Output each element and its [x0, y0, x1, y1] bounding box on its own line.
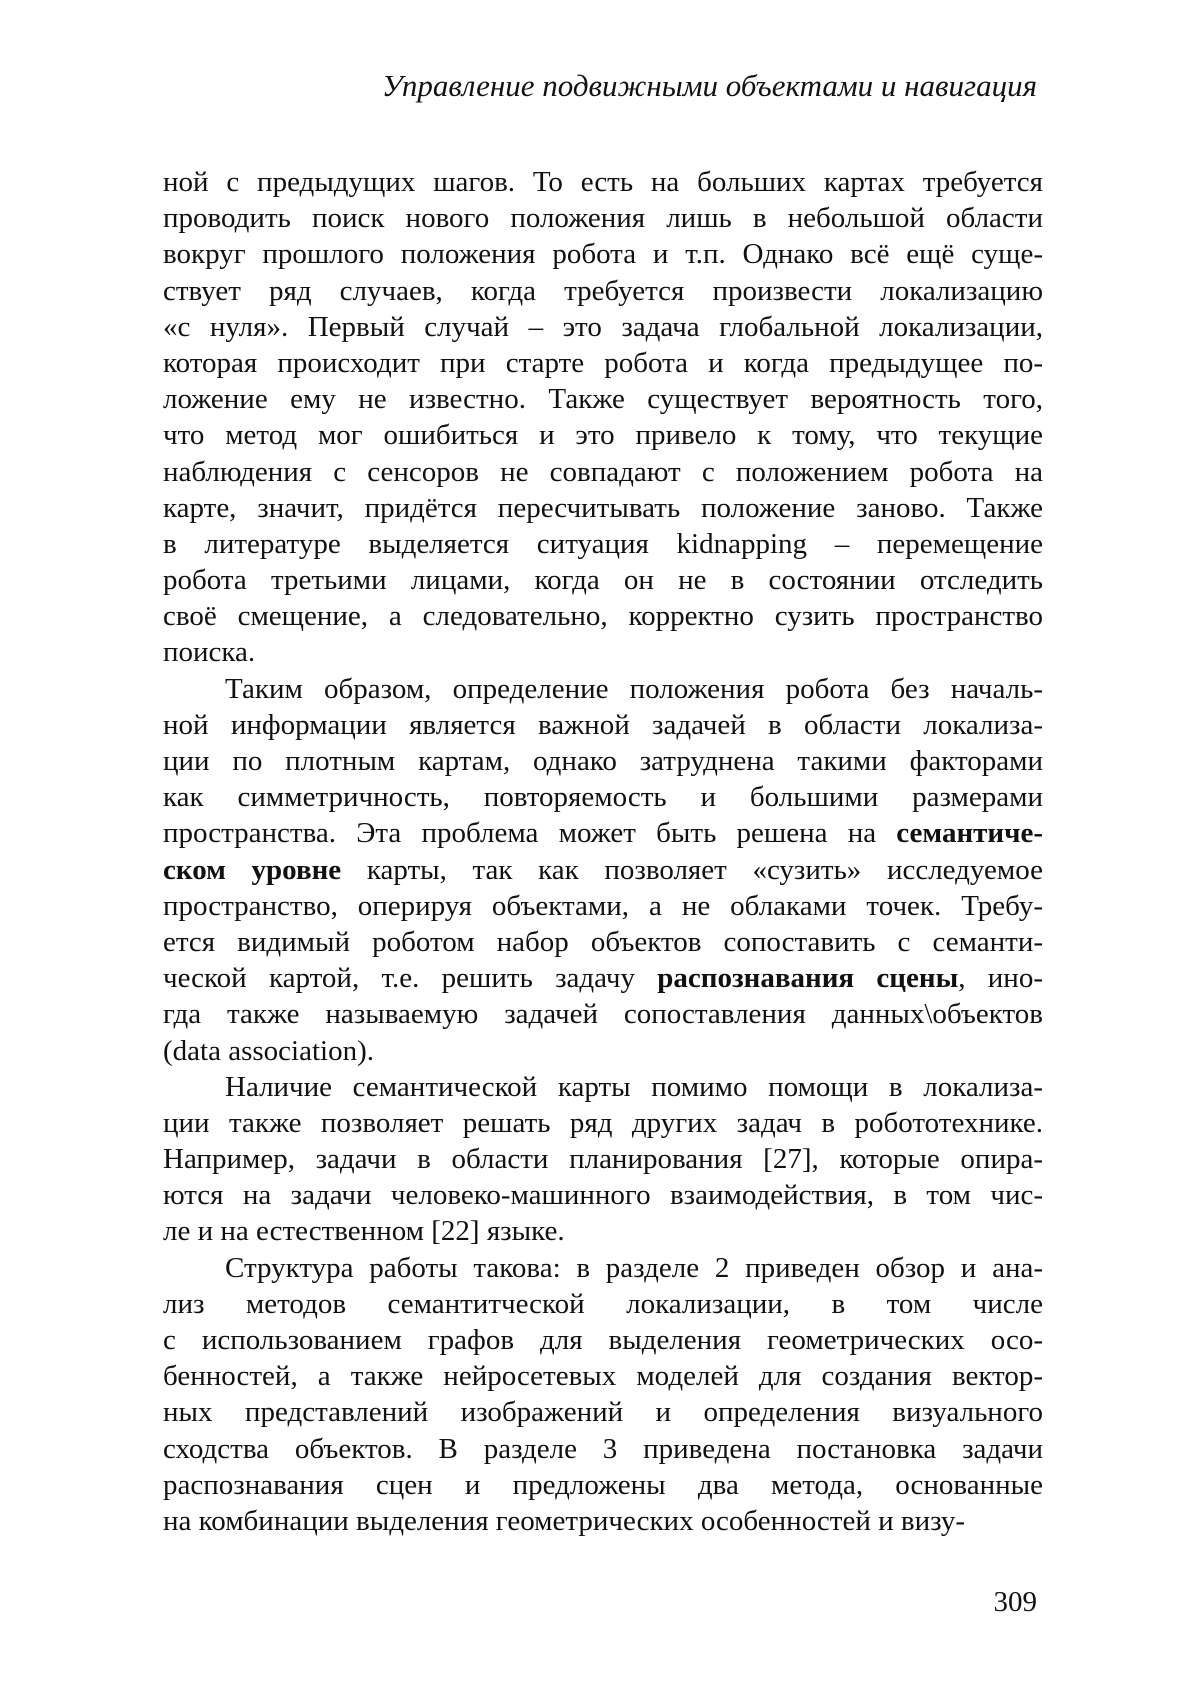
text-line — [163, 960, 1043, 996]
text-line — [163, 1286, 1043, 1322]
text-line — [163, 200, 1043, 236]
text-run: Например, задачи в области планирования [27], которые опира- — [163, 1143, 1043, 1175]
document-page — [0, 0, 1200, 1703]
paragraph — [163, 164, 1043, 671]
text-run: ной информации является важной задачей в области локализа- — [163, 709, 1043, 741]
paragraph — [163, 1250, 1043, 1540]
text-run: ложение ему не известно. Также существует вероятность того, — [163, 383, 1043, 415]
text-line — [163, 634, 1043, 670]
text-run: в литературе выделяется ситуация kidnapping – перемещение — [163, 528, 1043, 560]
text-line — [163, 562, 1043, 598]
text-run: «с нуля». Первый случай – это задача глобальной локализации, — [163, 311, 1043, 343]
text-run: лиз методов семантитческой локализации, в том числе — [163, 1288, 1043, 1320]
text-line — [163, 309, 1043, 345]
text-line — [163, 1394, 1043, 1430]
text-run: ных представлений изображений и определения визуального — [163, 1396, 1043, 1428]
text-line — [163, 1467, 1043, 1503]
text-run: робота третьими лицами, когда он не в состоянии отследить — [163, 564, 1043, 596]
text-line — [163, 345, 1043, 381]
text-run: сходства объектов. В разделе 3 приведена постановка задачи — [163, 1433, 1043, 1465]
running-header: Управление подвижными объектами и навигация — [382, 68, 1037, 104]
text-run: наблюдения с сенсоров не совпадают с положением робота на — [163, 456, 1043, 488]
text-run: ле и на естественном [22] языке. — [163, 1215, 565, 1247]
text-line — [163, 1069, 1043, 1105]
text-run: пространство, оперируя объектами, а не облаками точек. Требу- — [163, 890, 1043, 922]
text-line — [163, 1105, 1043, 1141]
text-run: пространства. Эта проблема может быть решена на — [163, 817, 896, 849]
text-line — [163, 743, 1043, 779]
bold-term: семантиче- — [896, 817, 1043, 849]
text-run: карте, значит, придётся пересчитывать положение заново. Также — [163, 492, 1043, 524]
text-run: ции по плотным картам, однако затруднена такими факторами — [163, 745, 1043, 777]
text-line — [163, 381, 1043, 417]
text-line — [163, 1250, 1043, 1286]
text-line — [163, 924, 1043, 960]
text-line — [163, 1503, 1043, 1539]
text-line — [163, 815, 1043, 851]
text-run: ной с предыдущих шагов. То есть на больших картах требуется — [163, 166, 1043, 198]
text-run: ческой картой, т.е. решить задачу — [163, 962, 657, 994]
text-line — [163, 779, 1043, 815]
text-line — [163, 490, 1043, 526]
text-line — [163, 1141, 1043, 1177]
text-run: ции также позволяет решать ряд других задач в робототехнике. — [163, 1107, 1043, 1139]
text-line — [163, 1177, 1043, 1213]
text-line — [163, 671, 1043, 707]
text-run: бенностей, а также нейросетевых моделей для создания вектор- — [163, 1360, 1043, 1392]
text-run: Таким образом, определение положения робота без началь- — [225, 673, 1043, 705]
text-line — [163, 996, 1043, 1032]
text-run: карты, так как позволяет «сузить» исследуемое — [341, 854, 1043, 886]
text-run: ются на задачи человеко-машинного взаимодействия, в том чис- — [163, 1179, 1043, 1211]
body-text — [163, 164, 1043, 1539]
text-run: на комбинации выделения геометрических особенностей и визу- — [163, 1505, 965, 1537]
page-number: 309 — [994, 1585, 1038, 1619]
text-line — [163, 273, 1043, 309]
text-line — [163, 417, 1043, 453]
text-run: ется видимый роботом набор объектов сопоставить с семанти- — [163, 926, 1043, 958]
paragraph — [163, 1069, 1043, 1250]
text-run: распознавания сцен и предложены два метода, основанные — [163, 1469, 1043, 1501]
paragraph — [163, 671, 1043, 1069]
text-line — [163, 598, 1043, 634]
text-run: , ино- — [958, 962, 1043, 994]
bold-term: ском уровне — [163, 854, 341, 886]
text-run: что метод мог ошибиться и это привело к тому, что текущие — [163, 419, 1043, 451]
text-line — [163, 852, 1043, 888]
text-line — [163, 164, 1043, 200]
text-run: гда также называемую задачей сопоставления данных\объектов — [163, 998, 1043, 1030]
text-run: Наличие семантической карты помимо помощи в локализа- — [225, 1071, 1043, 1103]
text-run: с использованием графов для выделения геометрических осо- — [163, 1324, 1043, 1356]
text-line — [163, 1358, 1043, 1394]
text-run: проводить поиск нового положения лишь в небольшой области — [163, 202, 1043, 234]
text-run: своё смещение, а следовательно, корректно сузить пространство — [163, 600, 1043, 632]
text-run: (data association). — [163, 1035, 374, 1067]
text-run: поиска. — [163, 636, 255, 668]
text-line — [163, 1322, 1043, 1358]
text-run: вокруг прошлого положения робота и т.п. Однако всё ещё суще- — [163, 238, 1043, 270]
text-line — [163, 707, 1043, 743]
text-run: как симметричность, повторяемость и большими размерами — [163, 781, 1043, 813]
text-run: которая происходит при старте робота и когда предыдущее по- — [163, 347, 1043, 379]
bold-term: распознавания сцены — [657, 962, 958, 994]
text-line — [163, 1033, 1043, 1069]
text-line — [163, 1213, 1043, 1249]
text-line — [163, 1431, 1043, 1467]
text-line — [163, 236, 1043, 272]
text-line — [163, 454, 1043, 490]
text-run: ствует ряд случаев, когда требуется произвести локализацию — [163, 275, 1043, 307]
text-run: Структура работы такова: в разделе 2 приведен обзор и ана- — [225, 1252, 1043, 1284]
text-line — [163, 888, 1043, 924]
text-line — [163, 526, 1043, 562]
